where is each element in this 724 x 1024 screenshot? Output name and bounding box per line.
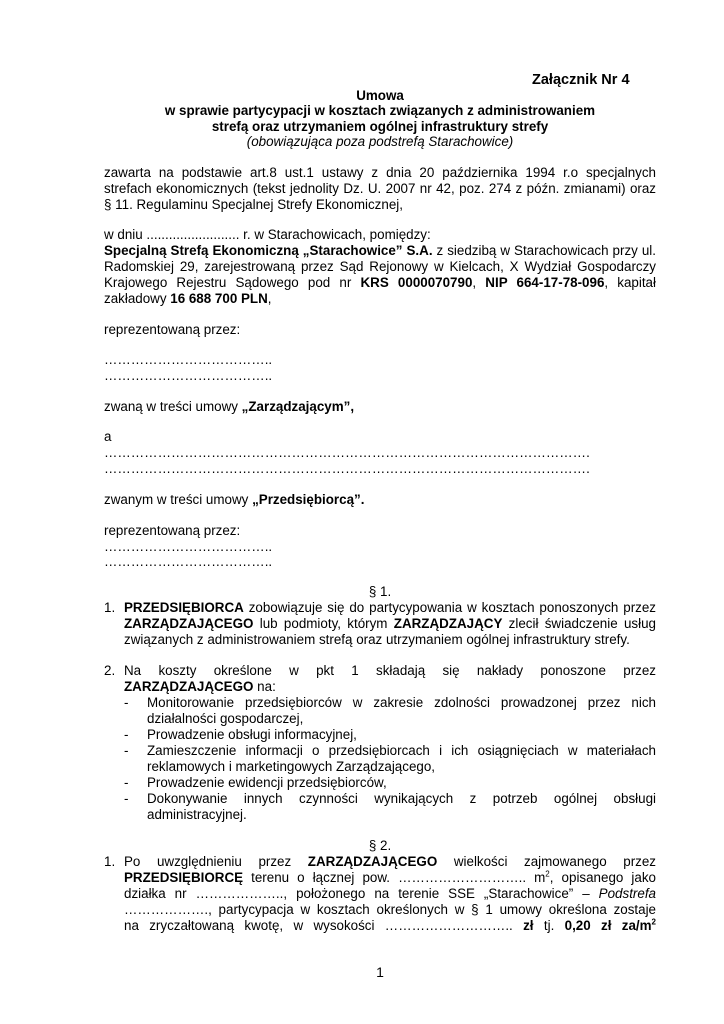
- manager-designation: zwaną w treści umowy „Zarządzającym”,: [104, 399, 355, 414]
- s1-list-item-1-line-1: Monitorowanie przedsiębiorców w zakresie zdolności prowadzonej przez nich: [147, 695, 656, 710]
- s1-list-item-2: Prowadzenie obsługi informacyjnej,: [147, 727, 357, 742]
- party1-line-4: zakładowy 16 688 700 PLN,: [104, 291, 272, 306]
- s1-p1-line-1: PRZEDSIĘBIORCA zobowiązuje się do partycypowania w kosztach ponoszonych przez: [124, 600, 656, 615]
- s2-p1-line-3: działka nr ……………….., położonego na terenie SSE „Starachowice” – Podstrefa: [124, 886, 656, 901]
- s1-p1-line-3: związanych z administrowaniem strefą oraz utrzymaniem ogólnej infrastruktury strefy.: [124, 632, 630, 647]
- s1-p2-line-1: Na koszty określone w pkt 1 składają się nakłady ponoszone przez: [124, 663, 656, 678]
- entrepreneur-designation: zwanym w treści umowy „Przedsiębiorcą”.: [104, 492, 365, 507]
- and-label: a: [104, 429, 112, 444]
- s2-p1-line-5: na zryczałtowaną kwotę, w wysokości ……………………….. zł tj. 0,20 zł $za/m^2$: [124, 917, 656, 933]
- s1-p2-number: 2.: [104, 663, 116, 678]
- rep1-line-1: ………………………………..: [104, 352, 273, 367]
- doc-title: Umowa: [356, 88, 404, 103]
- rep2-line-2: ………………………………..: [104, 554, 273, 569]
- doc-subject-line-1: w sprawie partycypacji w kosztach związanych z administrowaniem: [164, 103, 596, 118]
- legal-basis-line-2: strefach ekonomicznych (tekst jednolity Dz. U. 2007 nr 42, poz. 274 z późn. zmianami) oraz: [104, 181, 656, 196]
- party1-line-1: [104, 243, 656, 259]
- list-dash: -: [124, 743, 129, 758]
- s1-list-item-4: Prowadzenie ewidencji przedsiębiorców,: [147, 775, 387, 790]
- s1-list-item-1-line-2: działalności gospodarczej,: [147, 711, 304, 726]
- rep1-line-2: ………………………………..: [104, 368, 273, 383]
- rate-value: 0,20 zł za/m: [564, 918, 652, 933]
- doc-subject-note: (obowiązująca poza podstrefą Starachowice): [246, 134, 514, 149]
- manager-term: „Zarządzającym”,: [241, 399, 355, 414]
- s1-list-item-3-line-2: reklamowych i marketingowych Zarządzającego,: [147, 759, 436, 774]
- s1-p2-line-2: ZARZĄDZAJĄCEGO na:: [124, 679, 276, 694]
- s1-list-item-3-line-1: Zamieszczenie informacji o przedsiębiorcach i ich osiągnięciach w materiałach: [147, 743, 656, 758]
- s2-p1-line-2: PRZEDSIĘBIORCĘ terenu o łącznej pow. ……………………….. $m^2$, opisanego jako: [124, 869, 656, 885]
- s1-p1-line-2: ZARZĄDZAJĄCEGO lub podmioty, którym ZARZĄDZAJĄCY zlecił świadczenie usług: [124, 616, 656, 631]
- nip-number: NIP 664-17-78-096: [485, 275, 605, 290]
- s1-list-item-5-line-2: administracyjnej.: [147, 807, 247, 822]
- legal-basis-line-1: zawarta na podstawie art.8 ust.1 ustawy z dnia 20 października 1994 r.o specjalnych: [104, 165, 656, 180]
- represented-by-2: reprezentowaną przez:: [104, 523, 241, 538]
- represented-by-1: reprezentowaną przez:: [104, 322, 241, 337]
- s2-p1-line-4: ………………., partycypacja w kosztach określonych w § 1 umowy określona zostaje: [124, 902, 656, 917]
- s1-p1-number: 1.: [104, 600, 116, 615]
- list-dash: -: [124, 727, 129, 742]
- share-capital: 16 688 700 PLN: [170, 291, 268, 306]
- krs-number: KRS 0000070790: [360, 275, 473, 290]
- doc-subject-line-2: strefą oraz utrzymaniem ogólnej infrastruktury strefy: [211, 119, 549, 134]
- party2-line-2: ……………………………………………………………………………………………….: [104, 461, 590, 476]
- list-dash: -: [124, 775, 129, 790]
- section-2-heading: § 2.: [368, 838, 392, 853]
- s2-p1-number: 1.: [104, 854, 116, 869]
- attachment-label: Załącznik Nr 4: [532, 72, 630, 88]
- party1-seat: z siedzibą w Starachowicach przy ul.: [432, 243, 656, 258]
- legal-basis-line-3: § 11. Regulaminu Specjalnej Strefy Ekonomicznej,: [104, 197, 403, 212]
- entrepreneur-term: „Przedsiębiorcą”.: [252, 492, 365, 507]
- list-dash: -: [124, 791, 129, 806]
- list-dash: -: [124, 695, 129, 710]
- section-1-heading: § 1.: [368, 584, 392, 599]
- rep2-line-1: ………………………………..: [104, 539, 273, 554]
- page-number: 1: [376, 964, 384, 980]
- party1-name: Specjalną Strefą Ekonomiczną „Starachowice” S.A.: [104, 243, 433, 258]
- party1-line-3: Krajowego Rejestru Sądowego pod nr KRS 0000070790, NIP 664-17-78-096, kapitał: [104, 275, 656, 290]
- s1-list-item-5-line-1: Dokonywanie innych czynności wynikających z potrzeb ogólnej obsługi: [147, 791, 656, 806]
- s2-p1-line-1: Po uwzględnieniu przez ZARZĄDZAJĄCEGO wielkości zajmowanego przez: [124, 854, 656, 869]
- party2-line-1: ……………………………………………………………………………………………….: [104, 445, 590, 460]
- date-line: w dniu ......................... r. w Starachowicach, pomiędzy:: [104, 227, 431, 242]
- party1-line-2: Radomskiej 29, zarejestrowaną przez Sąd Rejonowy w Kielcach, X Wydział Gospodarczy: [104, 259, 656, 274]
